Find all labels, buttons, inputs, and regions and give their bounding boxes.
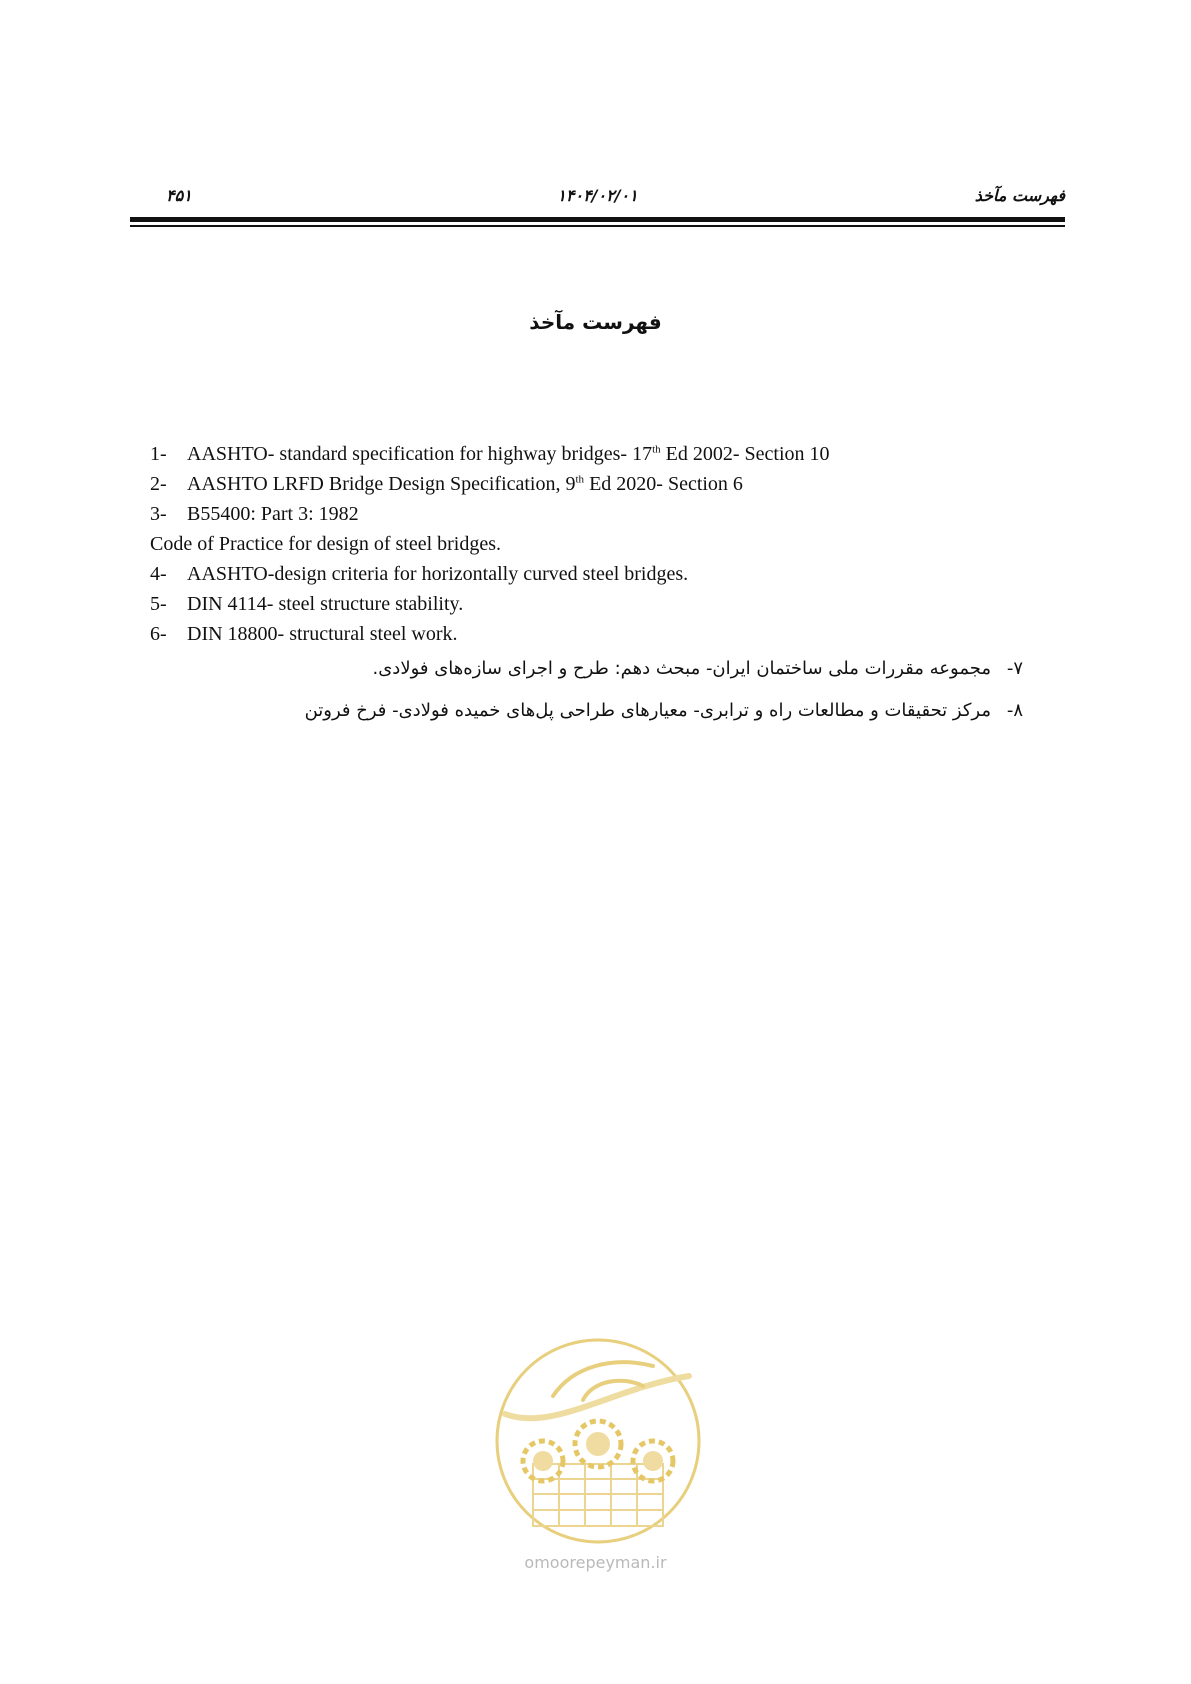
reference-item: [150, 589, 1050, 619]
reference-item: [123, 656, 1023, 682]
watermark-url: omoorepeyman.ir: [524, 1553, 667, 1572]
header-rule-thick: [130, 217, 1065, 222]
watermark-logo-icon: [493, 1336, 703, 1546]
reference-number: 1-: [150, 443, 167, 465]
page-number: ۴۵۱: [166, 186, 192, 205]
reference-number: 6-: [150, 623, 167, 645]
persian-reference-list: [123, 656, 1023, 740]
reference-text: DIN 4114- steel structure stability.: [187, 593, 464, 615]
reference-number: ۸-: [1006, 700, 1023, 721]
header-date: ۱۴۰۴/۰۲/۰۱: [557, 186, 638, 205]
reference-number: 5-: [150, 593, 167, 615]
reference-item: [150, 439, 1050, 469]
reference-item: [150, 499, 1050, 529]
reference-number: 2-: [150, 473, 167, 495]
reference-item: [150, 469, 1050, 499]
reference-number: 3-: [150, 503, 167, 525]
reference-text: AASHTO- standard specification for highway bridges- 17th Ed 2002- Section 10: [187, 443, 830, 465]
reference-item: [150, 559, 1050, 589]
reference-text: مرکز تحقیقات و مطالعات راه و ترابری- معیارهای طراحی پل‌های خمیده فولادی- فرخ فروتن: [304, 700, 991, 721]
page-title: فهرست مآخذ: [529, 310, 662, 334]
reference-text: B55400: Part 3: 1982: [187, 503, 359, 525]
running-title: فهرست مآخذ: [974, 186, 1065, 205]
reference-text: AASHTO-design criteria for horizontally curved steel bridges.: [187, 563, 689, 585]
reference-item: [150, 619, 1050, 649]
reference-text: DIN 18800- structural steel work.: [187, 623, 458, 645]
reference-number: 4-: [150, 563, 167, 585]
reference-text: مجموعه مقررات ملی ساختمان ایران- مبحث دهم: طرح و اجرای سازه‌های فولادی.: [372, 658, 991, 679]
header-rule-thin: [130, 225, 1065, 227]
reference-number: ۷-: [1006, 658, 1023, 679]
reference-item: [123, 698, 1023, 724]
page-header: [130, 186, 1065, 210]
reference-continuation: Code of Practice for design of steel bridges.: [150, 533, 502, 555]
reference-text: AASHTO LRFD Bridge Design Specification, 9th Ed 2020- Section 6: [187, 473, 743, 495]
english-reference-list: [150, 439, 1050, 649]
